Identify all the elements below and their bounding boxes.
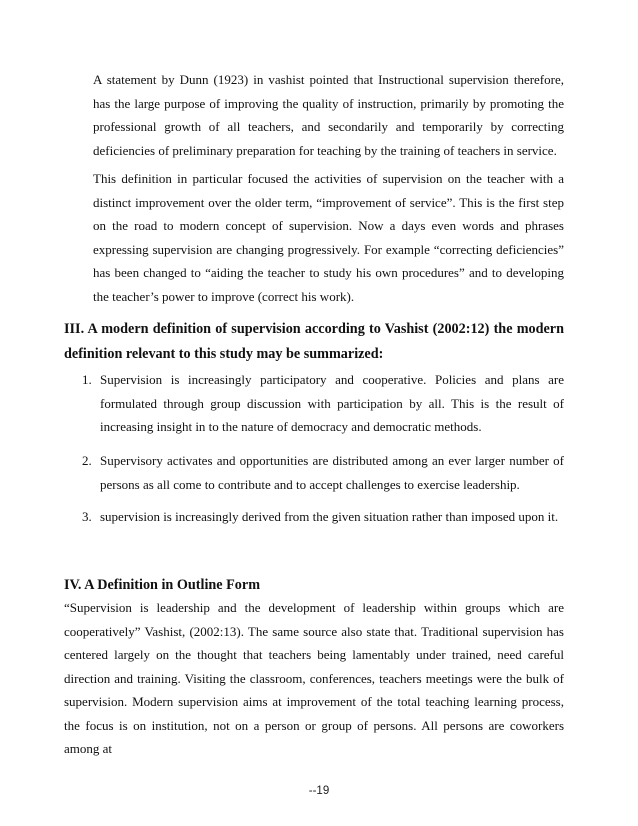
section-heading-modern-definition: III. A modern definition of supervision according to Vashist (2002:12) the modern definition relevant to this study may be summarized:	[64, 321, 564, 362]
numbered-list-item	[64, 368, 564, 439]
list-item	[64, 505, 564, 529]
section-heading-outline-form: IV. A Definition in Outline Form	[64, 577, 261, 593]
numbered-list-item	[64, 505, 564, 529]
list-item	[64, 449, 564, 496]
list-item-text: supervision is increasingly derived from the given situation rather than imposed upon it.	[100, 509, 559, 524]
list-item-text: Supervision is increasingly participatory and cooperative. Policies and plans are formulated through group discussion with participation by all. This is the result of increasing insight in to the nature of democracy and democratic methods.	[100, 372, 564, 434]
list-item	[64, 368, 564, 439]
paragraph-supervision-leadership: “Supervision is leadership and the development of leadership within groups which are cooperatively” Vashist, (2002:13). The same source also state that. Traditional supervision has centered largely on the thought that teachers being lamentably under trained, need careful direction and training. Visiting the classroom, conferences, teachers meetings were the bulk of supervision. Modern supervision aims at improvement of the total teaching learning process, the focus is on institution, not on a person or group of persons. All persons are coworkers among at	[64, 600, 564, 756]
list-item-number: 1.	[82, 372, 92, 387]
list-item-text: Supervisory activates and opportunities are distributed among an ever larger number of persons as all come to contribute and to accept challenges to exercise leadership.	[100, 453, 564, 492]
numbered-list-item	[64, 449, 564, 496]
list-item-number: 3.	[82, 509, 92, 524]
paragraph-dunn-statement: A statement by Dunn (1923) in vashist pointed that Instructional supervision therefore, has the large purpose of improving the quality of instruction, primarily by promoting the professional growth of all teachers, and secondarily and temporarily by correcting deficiencies of preliminary preparation for teaching by the training of teachers in service.	[93, 72, 564, 158]
list-item-number: 2.	[82, 453, 92, 468]
page-number: --19	[308, 785, 330, 797]
paragraph-definition-focus: This definition in particular focused the activities of supervision on the teacher with a distinct improvement over the older term, “improvement of service”. This is the first step on the road to modern concept of supervision. Now a days even words and phrases expressing supervision are changing progressively. For example “correcting deficiencies” has been changed to “aiding the teacher to study his own procedures” and to developing the teacher’s power to improve (correct his work).	[93, 171, 564, 304]
